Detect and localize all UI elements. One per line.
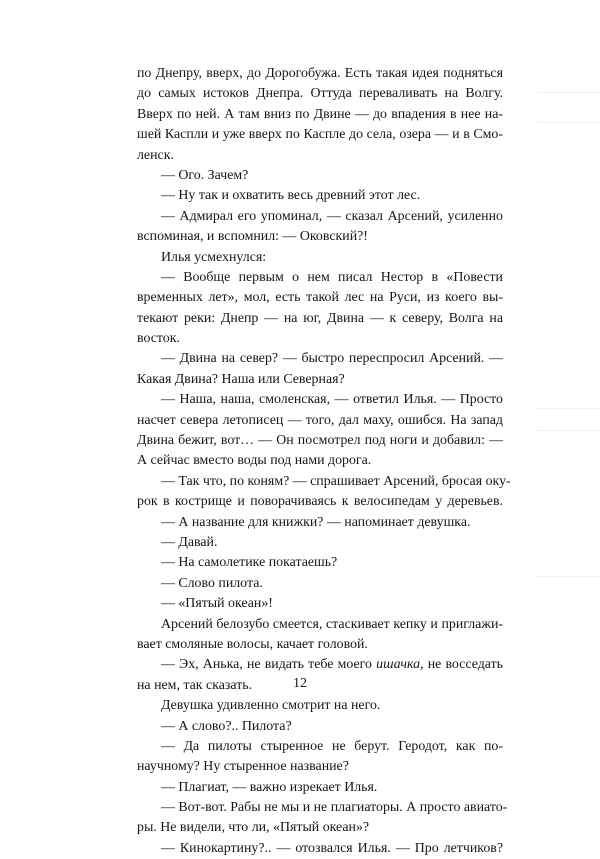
text-line: временных лет», мол, есть такой лес на Руси, из коего вы- (137, 290, 503, 306)
text-line: текают реки: Днепр — на юг, Двина — к северу, Волга на (137, 310, 503, 326)
text-line: Девушка удивленно смотрит на него. (161, 698, 381, 714)
text-line: ры. Не видели, что ли, «Пятый океан»? (137, 820, 370, 836)
text-line: Двина бежит, вот… — Он посмотрел под ноги и добавил: — (137, 433, 503, 449)
text-line: — Так что, по коням? — спрашивает Арсений, бросая оку- (161, 473, 511, 489)
text-line: Арсений белозубо смеется, стаскивает кепку и приглажи- (161, 616, 503, 632)
text-line: шей Каспли и уже вверх по Каспле до села, озера — и в Смо- (137, 127, 503, 143)
text-line: — А название для книжки? — напоминает девушка. (161, 514, 471, 530)
text-line: — А слово?.. Пилота? (161, 718, 292, 734)
text-line: Какая Двина? Наша или Северная? (137, 371, 345, 387)
text-line: — Кинокартину?.. — отозвался Илья. — Про летчиков? (161, 840, 503, 856)
italic-word: ишачка (376, 657, 421, 673)
text-line: — Ого. Зачем? (161, 167, 249, 183)
text-line: на нем, так сказать. (137, 677, 253, 693)
show-through-mark (538, 430, 600, 431)
text-line: Илья усмехнулся: (161, 249, 267, 265)
text-line (137, 655, 503, 675)
text-line: — Да пилоты стыренное не берут. Геродот, как по- (161, 738, 503, 754)
text-line: до самых истоков Днепра. Оттуда переваливать на Волгу. (137, 86, 503, 102)
text-line: А сейчас вместо воды под нами дорога. (137, 453, 372, 469)
text-line: — Вот-вот. Рабы не мы и не плагиаторы. А просто авиато- (161, 800, 508, 816)
text-line: — Ну так и охватить весь древний этот лес. (161, 188, 421, 204)
line-end: , не восседать (420, 657, 503, 673)
text-line: насчет севера летописец — того, дал маху, ошибся. На запад (137, 412, 503, 428)
text-line: вает смоляные волосы, качает головой. (137, 636, 368, 652)
text-line: — Вообще первым о нем писал Нестор в «Повести (161, 269, 503, 285)
text-line: — На самолетике покатаешь? (161, 555, 338, 571)
text-line: рок в кострище и поворачиваясь к велосипедам у деревьев. (137, 494, 503, 510)
text-line: по Днепру, вверх, до Дорогобужа. Есть такая идея подняться (137, 66, 503, 81)
page-number: 12 (293, 676, 307, 691)
text-line: научному? Ну стыренное название? (137, 759, 349, 775)
show-through-mark (538, 122, 600, 123)
show-through-mark (538, 92, 600, 93)
line-start: — Эх, Анька, не видать тебе моего (161, 657, 377, 673)
text-line: — Адмирал его упоминал, — сказал Арсений, усиленно (161, 208, 503, 224)
show-through-mark (538, 408, 600, 409)
text-line: ленск. (137, 147, 174, 163)
text-line: — Давай. (161, 534, 218, 550)
text-line: — Плагиат, — важно изрекает Илья. (161, 779, 378, 795)
page-text (137, 64, 511, 859)
text-line: восток. (137, 331, 180, 347)
show-through-mark (538, 576, 600, 577)
text-line: Вверх по ней. А там вниз по Двине — до впадения в нее на- (137, 106, 503, 122)
text-line: вспоминая, и вспомнил: — Оковский?! (137, 229, 368, 245)
text-line: — «Пятый океан»! (161, 596, 273, 612)
text-line: — Слово пилота. (161, 575, 263, 591)
text-line: — Двина на север? — быстро переспросил Арсений. — (161, 351, 503, 367)
text-line: — Наша, наша, смоленская, — ответил Илья. — Просто (161, 392, 503, 408)
